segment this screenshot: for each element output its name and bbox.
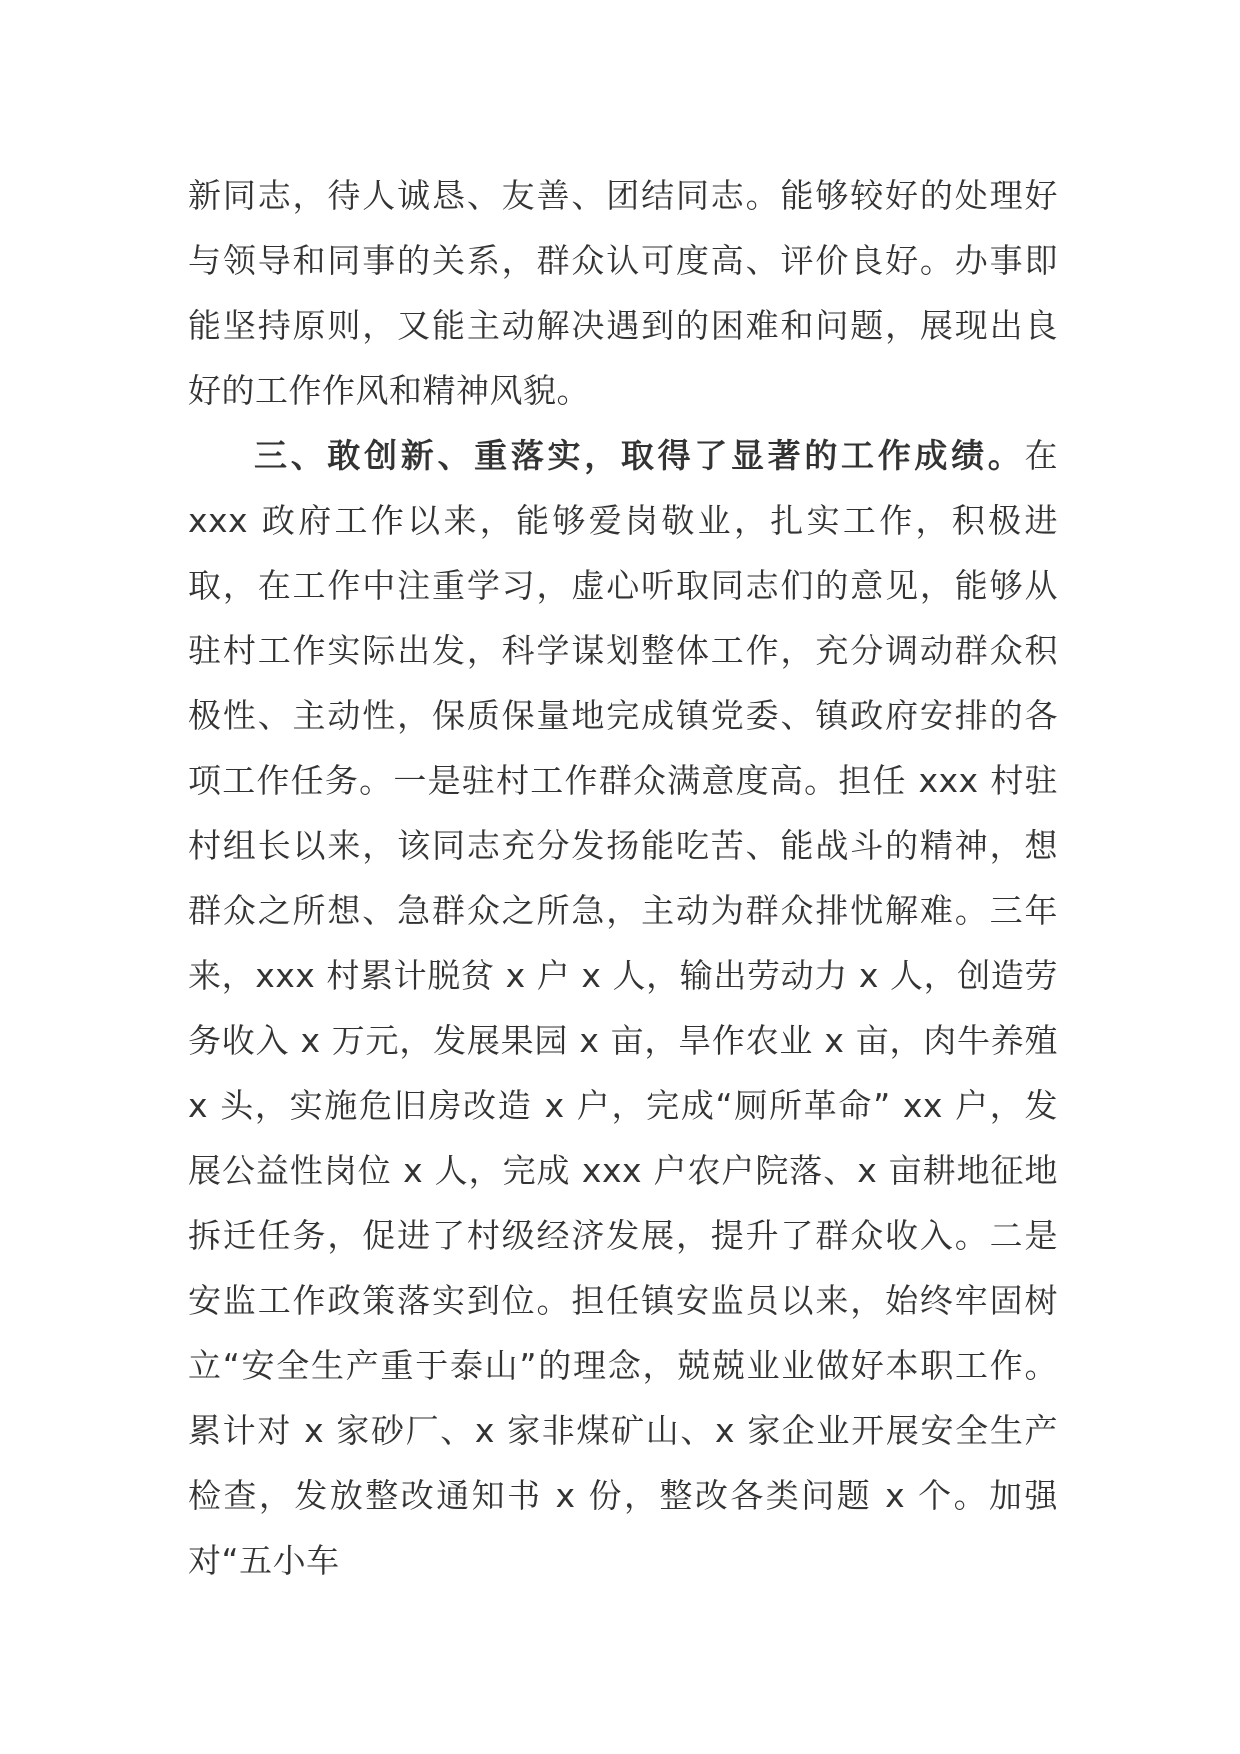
body-text	[188, 163, 1058, 1593]
paragraph-continued: 新同志，待人诚恳、友善、团结同志。能够较好的处理好与领导和同事的关系，群众认可度高、评价良好。办事即能坚持原则，又能主动解决遇到的困难和问题，展现出良好的工作作风和精神风貌。	[188, 176, 1058, 410]
paragraph-section-three	[188, 423, 1058, 1593]
section-body: 在 xxx 政府工作以来，能够爱岗敬业，扎实工作，积极进取，在工作中注重学习，虚心听取同志们的意见，能够从驻村工作实际出发，科学谋划整体工作，充分调动群众积极性、主动性，保质保量地完成镇党委、镇政府安排的各项工作任务。一是驻村工作群众满意度高。担任 xxx 村驻村组长以来，该同志充分发扬能吃苦、能战斗的精神，想群众之所想、急群众之所急，主动为群众排忧解难。三年来，xxx 村累计脱贫 x 户 x 人，输出劳动力 x 人，创造劳务收入 x 万元，发展果园 x 亩，旱作农业 x 亩，肉牛养殖 x 头，实施危旧房改造 x 户，完成“厕所革命” xx 户，发展公益性岗位 x 人，完成 xxx 户农户院落、x 亩耕地征地拆迁任务，促进了村级经济发展，提升了群众收入。二是安监工作政策落实到位。担任镇安监员以来，始终牢固树立“安全生产重于泰山”的理念，兢兢业业做好本职工作。累计对 x 家砂厂、x 家非煤矿山、x 家企业开展安全生产检查，发放整改通知书 x 份，整改各类问题 x 个。加强对“五小车	[188, 436, 1058, 1580]
section-heading: 三、敢创新、重落实，取得了显著的工作成绩。	[254, 436, 1025, 475]
